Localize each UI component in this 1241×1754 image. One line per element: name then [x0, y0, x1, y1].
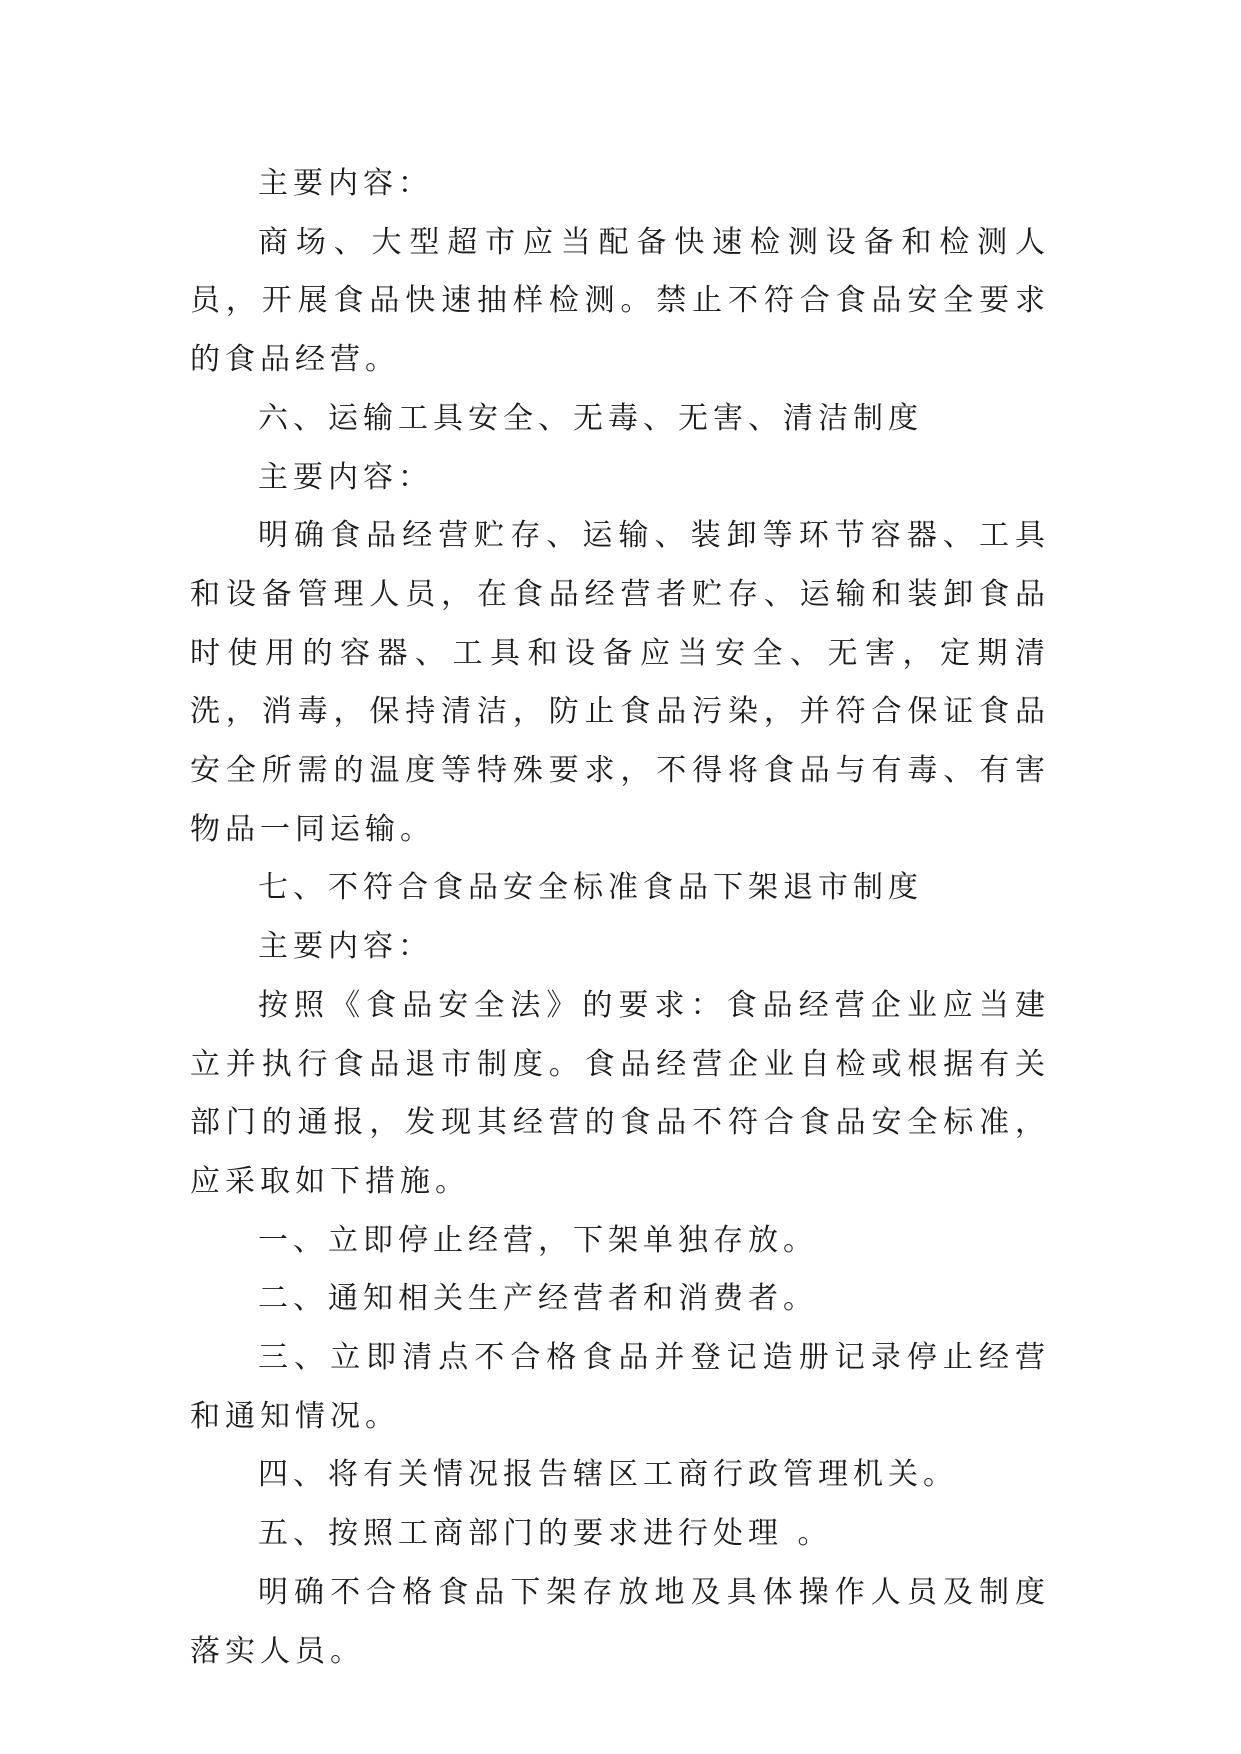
measure-item-4: 四、将有关情况报告辖区工商行政管理机关。	[258, 1457, 958, 1493]
paragraph-rapid-testing: 商场、大型超市应当配备快速检测设备和检测人员，开展食品快速抽样检测。禁止不符合食品安全要求的食品经营。	[190, 224, 1050, 378]
measure-item-2: 二、通知相关生产经营者和消费者。	[258, 1281, 818, 1317]
section-heading-six: 六、运输工具安全、无毒、无害、清洁制度	[258, 400, 923, 436]
measure-item-1: 一、立即停止经营，下架单独存放。	[258, 1222, 818, 1258]
paragraph-responsible-personnel: 明确不合格食品下架存放地及具体操作人员及制度落实人员。	[190, 1574, 1050, 1669]
paragraph-heading-main-content-3: 主要内容：	[258, 929, 433, 965]
paragraph-heading-main-content-2: 主要内容：	[258, 459, 433, 495]
paragraph-food-safety-law: 按照《食品安全法》的要求：食品经营企业应当建立并执行食品退市制度。食品经营企业自检或根据有关部门的通报，发现其经营的食品不符合食品安全标准，应采取如下措施。	[190, 987, 1050, 1199]
document-body	[190, 155, 1050, 1681]
measure-item-3: 三、立即清点不合格食品并登记造册记录停止经营和通知情况。	[190, 1340, 1050, 1434]
measure-item-5: 五、按照工商部门的要求进行处理 。	[258, 1516, 833, 1552]
section-heading-seven: 七、不符合食品安全标准食品下架退市制度	[258, 870, 923, 906]
paragraph-transport-equipment: 明确食品经营贮存、运输、装卸等环节容器、工具和设备管理人员，在食品经营者贮存、运输和装卸食品时使用的容器、工具和设备应当安全、无害，定期清洗，消毒，保持清洁，防止食品污染，并符合保证食品安全所需的温度等特殊要求，不得将食品与有毒、有害物品一同运输。	[190, 518, 1050, 847]
paragraph-heading-main-content-1: 主要内容：	[258, 166, 433, 201]
